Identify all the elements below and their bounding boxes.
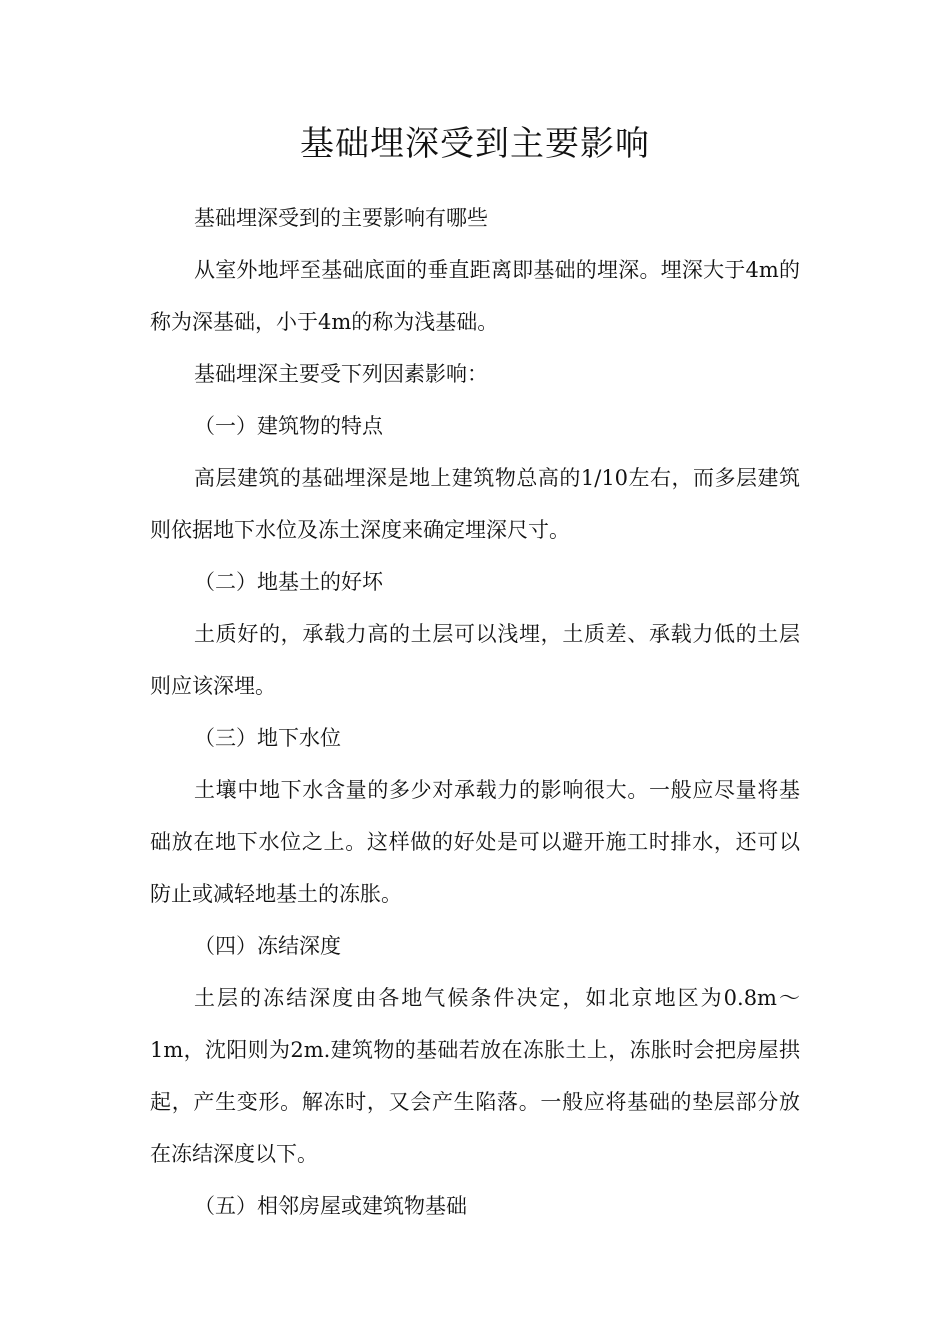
- section-heading-1: （一）建筑物的特点: [194, 414, 383, 438]
- paragraph-definition: 从室外地坪至基础底面的垂直距离即基础的埋深。埋深大于4m的称为深基础，小于4m的称为浅基础。: [150, 258, 800, 334]
- document-body: [150, 192, 800, 1232]
- section-heading-4: （四）冻结深度: [194, 934, 341, 958]
- paragraph-intro-question: 基础埋深受到的主要影响有哪些: [194, 206, 488, 230]
- paragraph-groundwater: 土壤中地下水含量的多少对承载力的影响很大。一般应尽量将基础放在地下水位之上。这样做的好处是可以避开施工时排水，还可以防止或减轻地基土的冻胀。: [150, 778, 800, 906]
- section-heading-3: （三）地下水位: [194, 726, 341, 750]
- section-heading-5: （五）相邻房屋或建筑物基础: [194, 1194, 467, 1218]
- paragraph-building-features: 高层建筑的基础埋深是地上建筑物总高的1/10左右，而多层建筑则依据地下水位及冻土深度来确定埋深尺寸。: [150, 466, 800, 542]
- paragraph-soil-quality: 土质好的，承载力高的土层可以浅埋，土质差、承载力低的土层则应该深埋。: [150, 622, 800, 698]
- paragraph-frost-depth: 土层的冻结深度由各地气候条件决定，如北京地区为0.8m～1m，沈阳则为2m.建筑物的基础若放在冻胀土上，冻胀时会把房屋拱起，产生变形。解冻时，又会产生陷落。一般应将基础的垫层部分放在冻结深度以下。: [150, 986, 800, 1166]
- document-title: 基础埋深受到主要影响: [300, 124, 650, 164]
- section-heading-2: （二）地基土的好坏: [194, 570, 383, 594]
- paragraph-factors-intro: 基础埋深主要受下列因素影响：: [194, 362, 488, 386]
